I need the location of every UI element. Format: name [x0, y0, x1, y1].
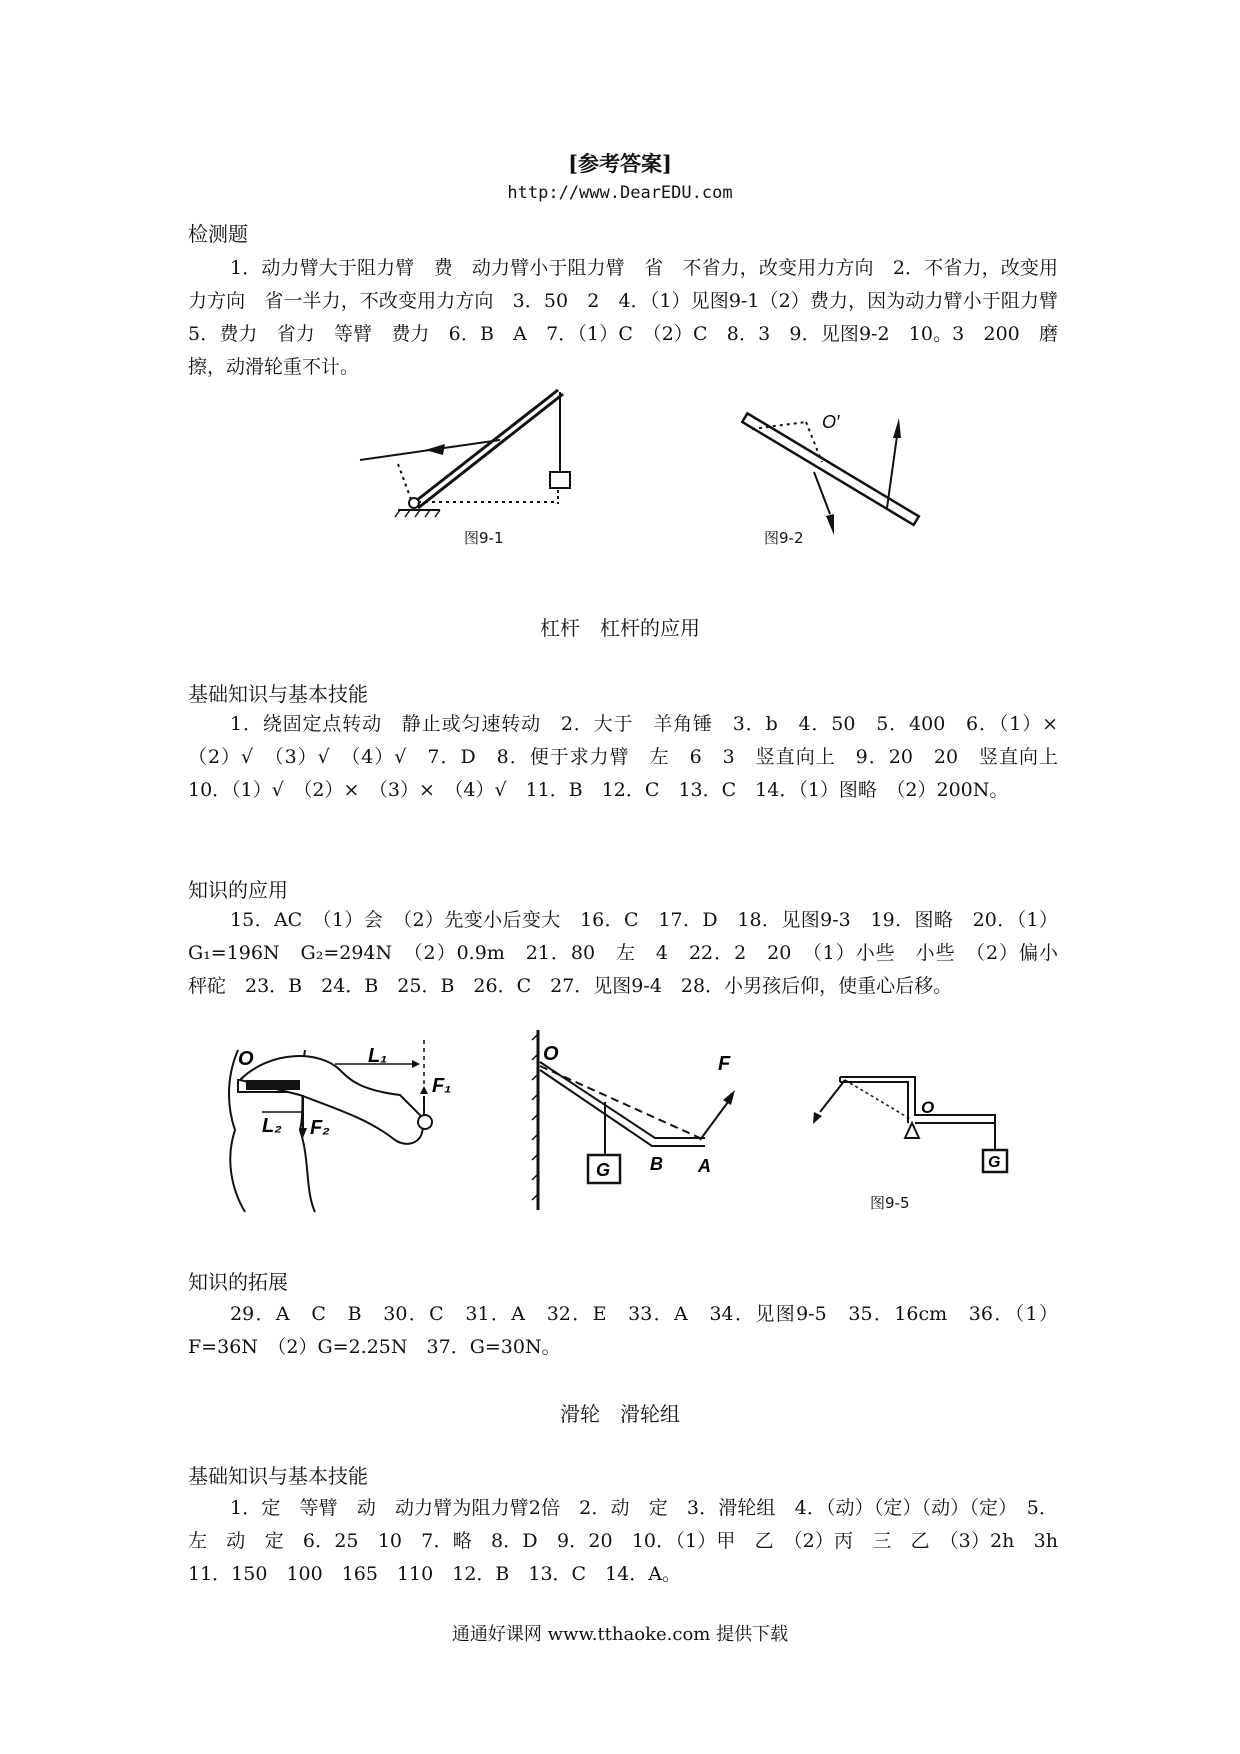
figure-9-2-diagram — [742, 412, 919, 535]
figure-9-1-diagram — [360, 390, 570, 517]
answers-test-text: 1．动力臂大于阻力臂 费 动力臂小于阻力臂 省 不省力，改变用力方向 2．不省力，改变用力方向 省一半力，不改变用力方向 3．50 2 4．（1）见图9-1（2）费力，因为动力臂小于阻力臂 5．费力 省力 等臂 费力 6．B A 7．（1）C （2）C 8．3 9．见图9-2 10。3 200 磨擦，动滑轮重不计。 — [188, 257, 1078, 378]
section-title-lever: 杠杆 杠杆的应用 — [540, 616, 700, 640]
fig4-label-b: B — [650, 1154, 663, 1174]
answers-test — [188, 252, 1078, 384]
figure-9-1-caption: 图9-1 — [464, 529, 504, 547]
answers-basic-text: 1．绕固定点转动 静止或匀速转动 2．大于 羊角锤 3．b 4．50 5．400 6．（1）× （2）√ （3）√ （4）√ 7．D 8．便于求力臂 左 6 3 竖直向上 9．20 20 竖直向上 10．（1）√ （2）× （3）× （4）√ 11．B 12．C 13．C 14．（1）图略 （2）200N。 — [188, 713, 1078, 801]
fig4-label-f: F — [718, 1053, 731, 1075]
figure-9-3-diagram — [229, 1040, 451, 1212]
figures-9-1-9-2 — [0, 380, 1240, 560]
fig3-label-o: O — [238, 1048, 254, 1070]
fig5-label-g: G — [988, 1154, 1001, 1171]
section-heading-extension: 知识的拓展 — [188, 1270, 288, 1294]
fig3-label-l2: L₂ — [262, 1115, 282, 1137]
answers-application — [188, 904, 1078, 1003]
fig2-point-label: O′ — [822, 412, 840, 432]
answers-pulley-text: 1．定 等臂 动 动力臂为阻力臂2倍 2．动 定 3．滑轮组 4．（动）（定）（动）（定） 5．左 动 定 6．25 10 7．略 8．D 9．20 10．（1）甲 乙 （2）丙 三 乙 （3）2h 3h 11．150 100 165 110 12．B 13．C 14．A。 — [188, 1497, 1078, 1585]
fig3-label-l1: L₁ — [368, 1045, 388, 1067]
fig4-label-o: O — [543, 1043, 559, 1065]
section-heading-basic: 基础知识与基本技能 — [188, 682, 368, 706]
section-heading-test: 检测题 — [188, 222, 248, 246]
page-title: [参考答案] — [568, 151, 672, 176]
figure-9-5-caption: 图9-5 — [870, 1194, 910, 1212]
fig3-label-f2: F₂ — [310, 1117, 330, 1139]
fig5-label-o: O — [921, 1098, 935, 1117]
figure-9-2-caption: 图9-2 — [764, 529, 804, 547]
answers-application-text: 15．AC （1）会 （2）先变小后变大 16．C 17．D 18．见图9-3 19．图略 20．（1）G₁=196N G₂=294N （2）0.9m 21．80 左 4 22．2 20 （1）小些 小些 （2）偏小 秤砣 23．B 24．B 25．B 26．C 27．见图9-4 28．小男孩后仰，使重心后移。 — [188, 909, 1078, 997]
section-heading-pulley-basic: 基础知识与基本技能 — [188, 1464, 368, 1488]
figure-9-5-diagram — [813, 1077, 1007, 1172]
section-title-pulley: 滑轮 滑轮组 — [560, 1402, 680, 1426]
figures-9-3-9-4-9-5 — [0, 1020, 1240, 1220]
section-heading-application: 知识的应用 — [188, 878, 288, 902]
fig4-label-a: A — [698, 1156, 711, 1176]
fig3-label-f1: F₁ — [432, 1075, 452, 1097]
answers-extension-text: 29．A C B 30．C 31．A 32．E 33．A 34．见图9-5 35．16cm 36．（1）F=36N （2）G=2.25N 37．G=30N。 — [188, 1303, 1058, 1358]
source-url: http://www.DearEDU.com — [507, 183, 733, 203]
answers-extension — [188, 1298, 1058, 1364]
answers-basic — [188, 708, 1078, 807]
page-footer: 通通好课网 www.tthaoke.com 提供下载 — [451, 1624, 789, 1645]
fig4-label-g: G — [596, 1160, 611, 1180]
figure-9-4-diagram — [532, 1030, 735, 1210]
answers-pulley — [188, 1492, 1078, 1591]
